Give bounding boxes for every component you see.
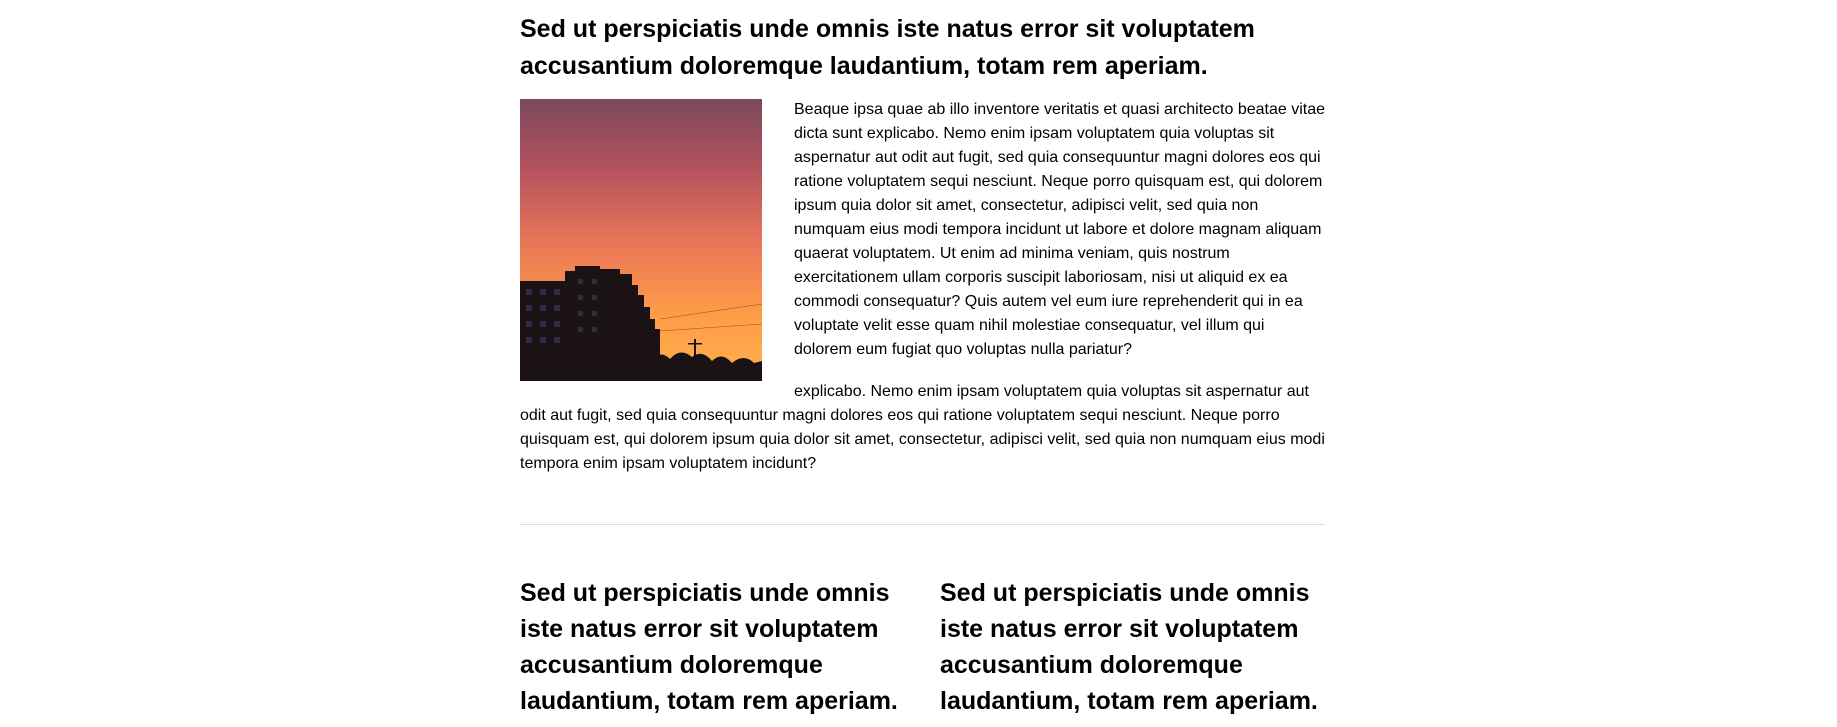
sunset-photo <box>520 99 762 381</box>
column-heading-right: Sed ut perspiciatis unde omnis iste natus error sit voluptatem accusantium doloremque laudantium, totam rem aperiam. <box>940 579 1318 715</box>
article-paragraph: Beaque ipsa quae ab illo inventore veritatis et quasi architecto beatae vitae dicta sunt explicabo. Nemo enim ipsam voluptatem quia voluptas sit aspernatur aut odit aut fugit, sed quia consequuntur magni dolores eos qui ratione voluptatem sequi nesciunt. Neque porro quisquam est, qui dolorem ipsum quia dolor sit amet, consectetur, adipisci velit, sed quia non numquam eius modi tempora incidunt ut labore et dolore magnam aliquam quaerat voluptatem. Ut enim ad minima veniam, quis nostrum exercitationem ullam corporis suscipit laboriosam, nisi ut aliquid ex ea commodi consequatur? Quis autem vel eum iure reprehenderit qui in ea voluptate velit esse quam nihil molestiae consequatur, vel illum qui dolorem eum fugiat quo voluptas nulla pariatur? <box>794 101 1326 358</box>
article-heading: Sed ut perspiciatis unde omnis iste natus error sit voluptatem accusantium doloremque laudantium, totam rem aperiam. <box>520 15 1255 80</box>
article-paragraph-continued: explicabo. Nemo enim ipsam voluptatem quia voluptas sit aspernatur aut odit aut fugit, sed quia consequuntur magni dolores eos qui ratione voluptatem sequi nesciunt. Neque porro quisquam est, qui dolorem ipsum quia dolor sit amet, consectetur, adipisci velit, sed quia non numquam eius modi tempora enim ipsam voluptatem incidunt? <box>520 383 1325 472</box>
column-heading-left: Sed ut perspiciatis unde omnis iste natus error sit voluptatem accusantium doloremque laudantium, totam rem aperiam. <box>520 579 898 715</box>
section-divider <box>520 524 1325 525</box>
